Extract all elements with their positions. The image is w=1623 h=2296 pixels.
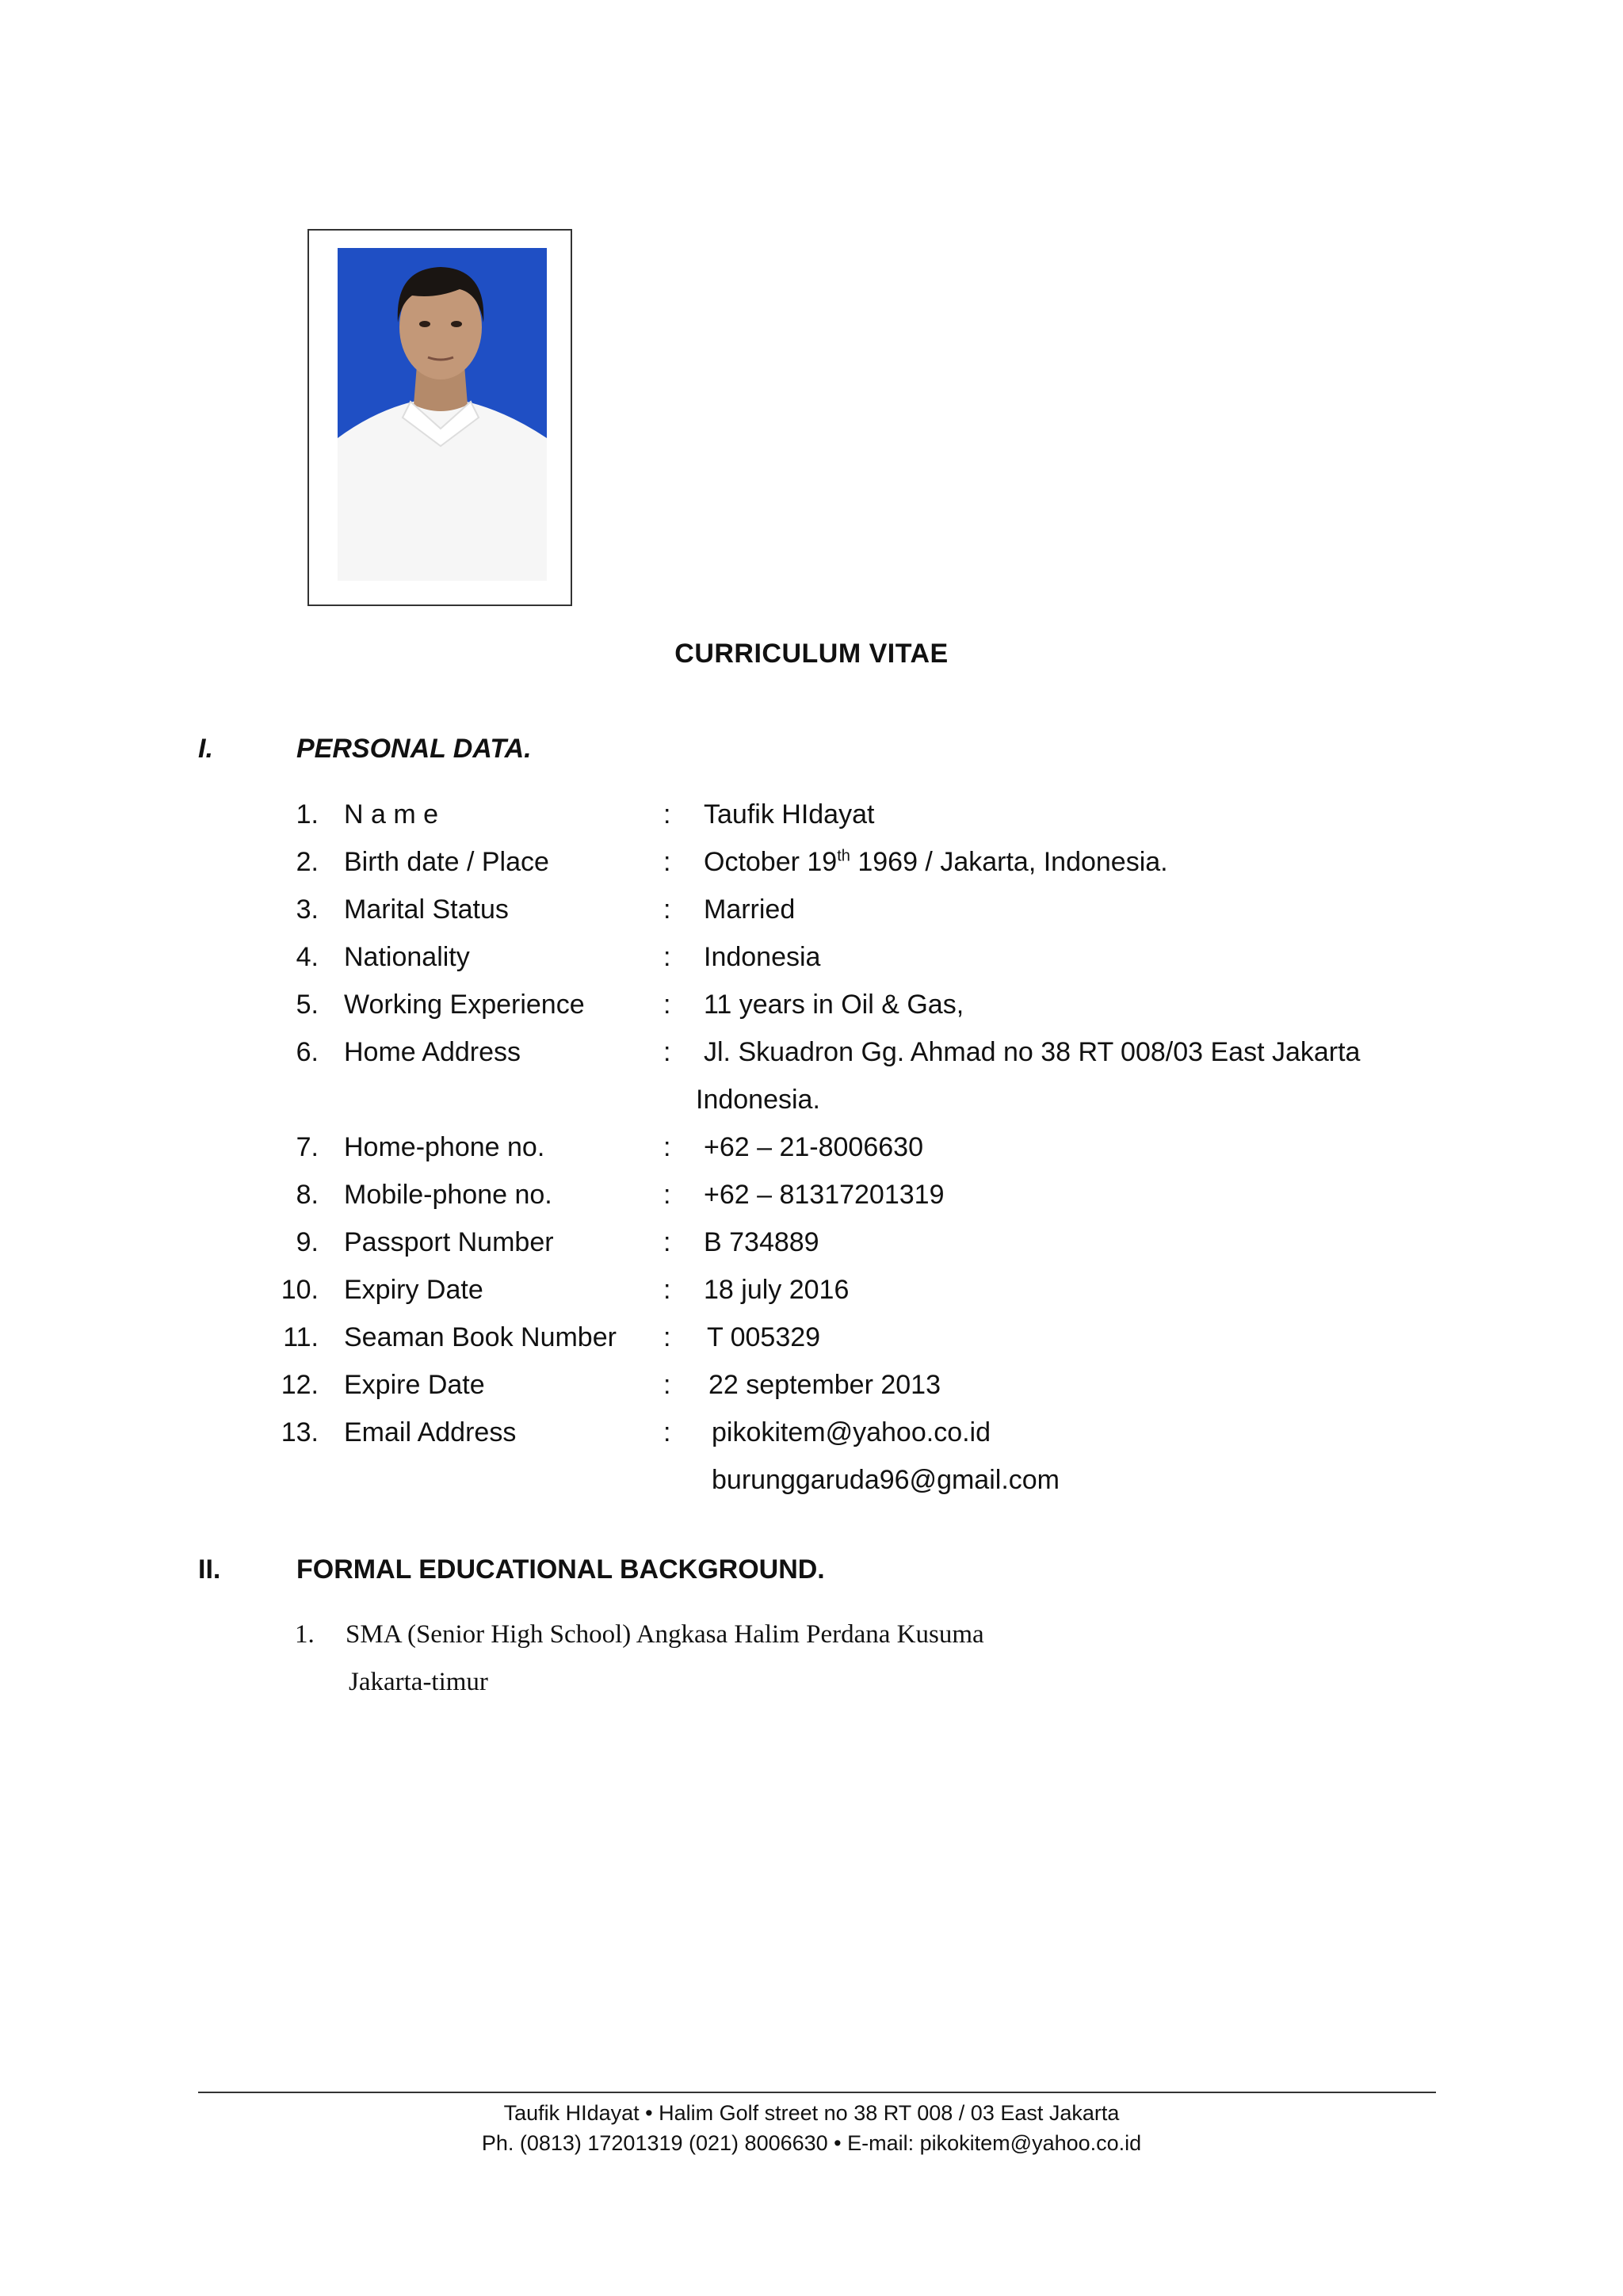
personal-row-nationality — [0, 937, 1623, 977]
personal-row-address — [0, 1032, 1623, 1072]
birth-value-pre: October 19 — [704, 847, 838, 877]
personal-row-expiry — [0, 1270, 1623, 1310]
row-value: Indonesia — [704, 942, 821, 972]
personal-row-marital — [0, 890, 1623, 929]
row-value: pikokitem@yahoo.co.id — [712, 1417, 991, 1447]
personal-row-passport — [0, 1222, 1623, 1262]
row-number: 11. — [283, 1322, 319, 1352]
profile-photo — [307, 229, 572, 606]
row-number: 5. — [296, 990, 319, 1020]
row-colon: : — [663, 1322, 671, 1352]
row-label: Marital Status — [344, 894, 509, 925]
row-colon: : — [663, 1037, 671, 1067]
row-colon: : — [663, 942, 671, 972]
row-label: Expiry Date — [344, 1275, 483, 1305]
row-label: Seaman Book Number — [344, 1322, 617, 1352]
personal-row-experience — [0, 985, 1623, 1024]
row-number: 7. — [296, 1132, 319, 1162]
row-number: 9. — [296, 1227, 319, 1257]
personal-row-expire — [0, 1365, 1623, 1405]
portrait-image — [309, 231, 571, 605]
personal-row-mobile-phone — [0, 1175, 1623, 1215]
row-colon: : — [663, 894, 671, 925]
footer-divider — [198, 2092, 1436, 2093]
row-number: 4. — [296, 942, 319, 972]
row-value: 22 september 2013 — [708, 1370, 941, 1400]
row-label: Email Address — [344, 1417, 517, 1447]
row-number: 6. — [296, 1037, 319, 1067]
row-label: Birth date / Place — [344, 847, 549, 877]
row-label: Working Experience — [344, 990, 585, 1020]
row-value: Taufik HIdayat — [704, 799, 875, 830]
email-continuation: burunggaruda96@gmail.com — [712, 1465, 1060, 1495]
education-item-city: Jakarta-timur — [349, 1668, 488, 1696]
section-number-personal: I. — [198, 734, 213, 764]
row-label: N a m e — [344, 799, 439, 830]
row-value — [704, 842, 1168, 882]
row-colon: : — [663, 1275, 671, 1305]
row-colon: : — [663, 1227, 671, 1257]
personal-row-birth — [0, 842, 1623, 882]
birth-value-post: 1969 / Jakarta, Indonesia. — [850, 847, 1168, 877]
row-value: 18 july 2016 — [704, 1275, 850, 1305]
section-title-education: FORMAL EDUCATIONAL BACKGROUND. — [296, 1554, 825, 1585]
row-value: 11 years in Oil & Gas, — [704, 990, 964, 1020]
row-label: Expire Date — [344, 1370, 485, 1400]
row-label: Passport Number — [344, 1227, 554, 1257]
row-number: 13. — [281, 1417, 319, 1447]
section-number-education: II. — [198, 1554, 221, 1585]
row-number: 8. — [296, 1180, 319, 1210]
cv-title: CURRICULUM VITAE — [674, 639, 949, 669]
personal-row-email — [0, 1413, 1623, 1452]
row-value: Married — [704, 894, 796, 925]
row-number: 12. — [281, 1370, 319, 1400]
personal-row-home-phone — [0, 1127, 1623, 1167]
row-colon: : — [663, 847, 671, 877]
row-colon: : — [663, 799, 671, 830]
row-value: T 005329 — [707, 1322, 821, 1352]
row-label: Nationality — [344, 942, 470, 972]
row-value: Jl. Skuadron Gg. Ahmad no 38 RT 008/03 East Jakarta — [704, 1037, 1361, 1067]
row-number: 10. — [281, 1275, 319, 1305]
education-item-number: 1. — [295, 1620, 315, 1649]
row-value: +62 – 81317201319 — [704, 1180, 945, 1210]
row-colon: : — [663, 1417, 671, 1447]
birth-value-sup: th — [837, 847, 850, 865]
row-number: 2. — [296, 847, 319, 877]
row-value: +62 – 21-8006630 — [704, 1132, 923, 1162]
address-continuation: Indonesia. — [696, 1085, 820, 1115]
row-number: 3. — [296, 894, 319, 925]
row-number: 1. — [296, 799, 319, 830]
section-title-personal: PERSONAL DATA. — [296, 734, 532, 764]
row-colon: : — [663, 1132, 671, 1162]
row-colon: : — [663, 990, 671, 1020]
footer-line-contact: Ph. (0813) 17201319 (021) 8006630 • E-mail: pikokitem@yahoo.co.id — [481, 2131, 1142, 2155]
footer-line-address: Taufik HIdayat • Halim Golf street no 38 RT 008 / 03 East Jakarta — [503, 2101, 1120, 2125]
education-item-school: SMA (Senior High School) Angkasa Halim Perdana Kusuma — [346, 1620, 984, 1649]
row-colon: : — [663, 1370, 671, 1400]
row-label: Mobile-phone no. — [344, 1180, 552, 1210]
row-label: Home Address — [344, 1037, 521, 1067]
personal-row-seaman-book — [0, 1318, 1623, 1357]
row-value: B 734889 — [704, 1227, 819, 1257]
row-colon: : — [663, 1180, 671, 1210]
personal-row-name — [0, 795, 1623, 834]
row-label: Home-phone no. — [344, 1132, 545, 1162]
